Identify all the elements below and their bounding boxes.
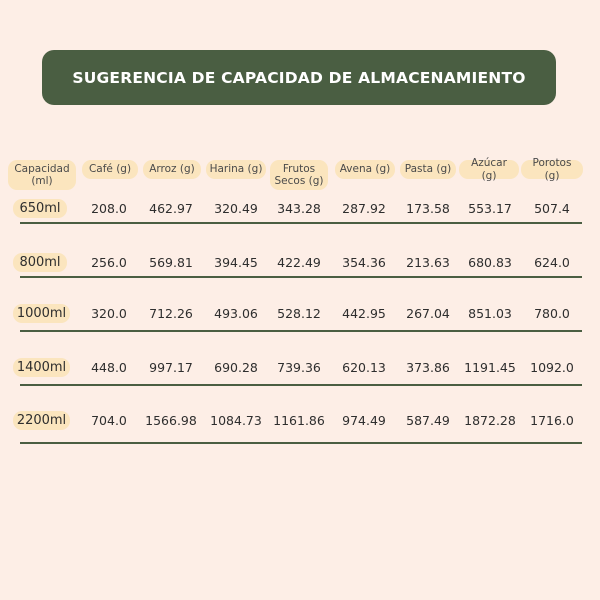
table-cell: 1566.98 [145,413,197,428]
table-cell: 208.0 [91,201,127,216]
row-divider [20,222,582,224]
header-capacity: Capacidad (ml) [8,160,76,190]
table-cell: 354.36 [342,255,386,270]
header-cell: Porotos (g) [521,160,583,179]
table-cell: 1161.86 [273,413,325,428]
table-cell: 1191.45 [464,360,516,375]
table-cell: 624.0 [534,255,570,270]
row-divider [20,384,582,386]
table-cell: 373.86 [406,360,450,375]
table-cell: 1716.0 [530,413,574,428]
table-cell: 1872.28 [464,413,516,428]
table-cell: 704.0 [91,413,127,428]
table-cell: 1092.0 [530,360,574,375]
row-capacity-label: 800ml [13,253,67,272]
header-cell: Arroz (g) [143,160,201,179]
table-cell: 422.49 [277,255,321,270]
row-capacity-label: 1000ml [13,304,70,323]
header-cell: Café (g) [82,160,138,179]
table-cell: 569.81 [149,255,193,270]
header-cell: Avena (g) [335,160,395,179]
row-capacity-label: 650ml [13,199,67,218]
table-cell: 587.49 [406,413,450,428]
header-cell: Azúcar (g) [459,160,519,179]
table-cell: 507.4 [534,201,570,216]
table-cell: 680.83 [468,255,512,270]
page-title: SUGERENCIA DE CAPACIDAD DE ALMACENAMIENTO [72,68,526,87]
table-cell: 462.97 [149,201,193,216]
row-divider [20,442,582,444]
table-cell: 448.0 [91,360,127,375]
table-cell: 343.28 [277,201,321,216]
table-cell: 493.06 [214,306,258,321]
table-cell: 974.49 [342,413,386,428]
table-cell: 851.03 [468,306,512,321]
table-cell: 739.36 [277,360,321,375]
row-capacity-label: 2200ml [13,411,70,430]
table-cell: 213.63 [406,255,450,270]
table-cell: 1084.73 [210,413,262,428]
table-cell: 712.26 [149,306,193,321]
table-cell: 528.12 [277,306,321,321]
table-cell: 780.0 [534,306,570,321]
table-cell: 287.92 [342,201,386,216]
table-cell: 256.0 [91,255,127,270]
header-cell: Harina (g) [206,160,266,179]
table-cell: 620.13 [342,360,386,375]
row-divider [20,330,582,332]
table-cell: 173.58 [406,201,450,216]
table-cell: 997.17 [149,360,193,375]
table-cell: 553.17 [468,201,512,216]
header-cell: Frutos Secos (g) [270,160,328,190]
table-cell: 320.49 [214,201,258,216]
table-cell: 394.45 [214,255,258,270]
table-cell: 690.28 [214,360,258,375]
table-cell: 320.0 [91,306,127,321]
table-cell: 442.95 [342,306,386,321]
header-cell: Pasta (g) [400,160,456,179]
row-capacity-label: 1400ml [13,358,70,377]
table-cell: 267.04 [406,306,450,321]
row-divider [20,276,582,278]
title-banner [42,50,556,105]
